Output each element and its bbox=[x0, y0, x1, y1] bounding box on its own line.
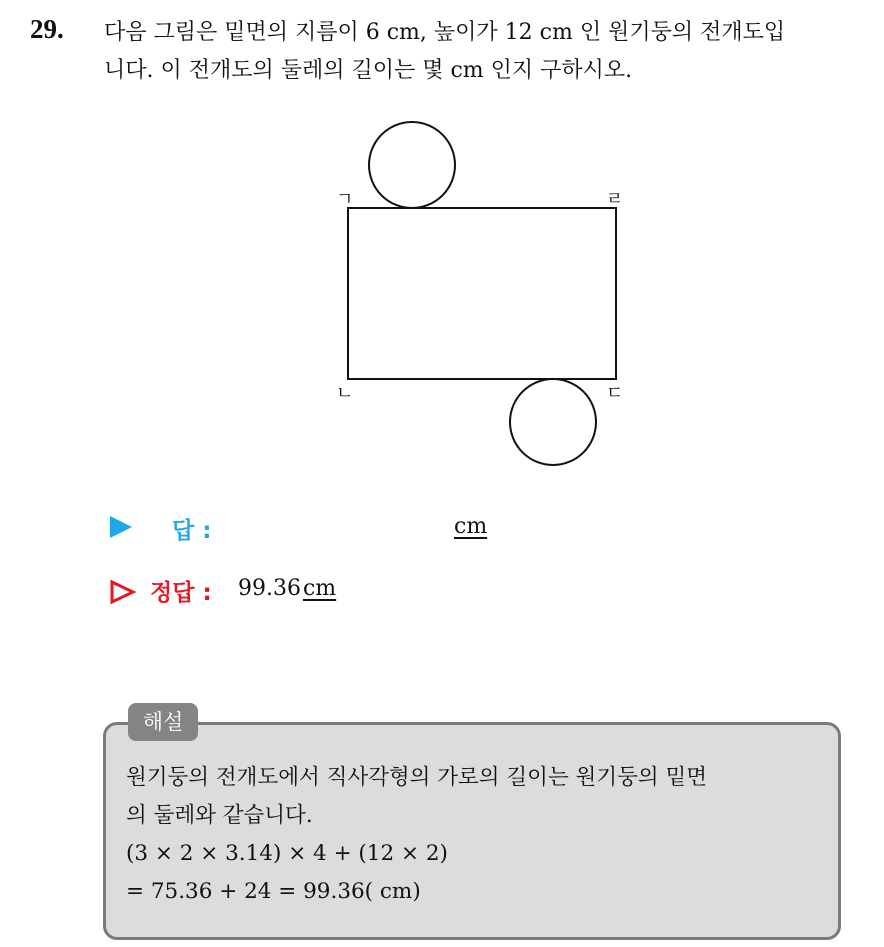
correct-answer-label: 정답 : bbox=[150, 580, 212, 606]
problem-text-line-1: 다음 그림은 밑면의 지름이 6 cm, 높이가 12 cm 인 원기둥의 전개도입 bbox=[104, 20, 786, 45]
explanation-line-2: 의 둘레와 같습니다. bbox=[126, 803, 313, 828]
problem-text bbox=[104, 14, 864, 90]
bottom-base-circle bbox=[510, 379, 596, 465]
play-triangle-icon bbox=[110, 516, 132, 538]
explanation-line-3: (3 × 2 × 3.14) × 4 + (12 × 2) bbox=[126, 841, 448, 866]
top-base-circle bbox=[369, 122, 455, 208]
problem-text-line-2: 니다. 이 전개도의 둘레의 길이는 몇 cm 인지 구하시오. bbox=[104, 58, 633, 83]
lateral-rectangle bbox=[348, 208, 616, 379]
problem-number: 29. bbox=[30, 14, 64, 44]
explanation-line-1: 원기둥의 전개도에서 직사각형의 가로의 길이는 원기둥의 밑면 bbox=[126, 765, 708, 790]
explanation-tag: 해설 bbox=[128, 703, 198, 741]
vertex-label-bottom-right: ㄷ bbox=[606, 383, 624, 404]
cylinder-net-diagram bbox=[330, 115, 630, 475]
vertex-label-top-right: ㄹ bbox=[606, 189, 624, 210]
vertex-label-top-left: ㄱ bbox=[336, 189, 354, 210]
correct-answer-value: 99.36 bbox=[238, 576, 301, 601]
outline-triangle-icon bbox=[110, 580, 136, 604]
explanation-box bbox=[103, 722, 841, 940]
vertex-label-bottom-left: ㄴ bbox=[336, 383, 354, 404]
answer-label: 답 : bbox=[172, 518, 212, 544]
correct-answer-unit: cm bbox=[302, 576, 337, 601]
explanation-line-4: = 75.36 + 24 = 99.36( cm) bbox=[126, 879, 421, 904]
answer-unit: cm bbox=[454, 514, 488, 539]
correct-answer-value-group bbox=[238, 576, 336, 601]
explanation-text bbox=[126, 759, 826, 911]
